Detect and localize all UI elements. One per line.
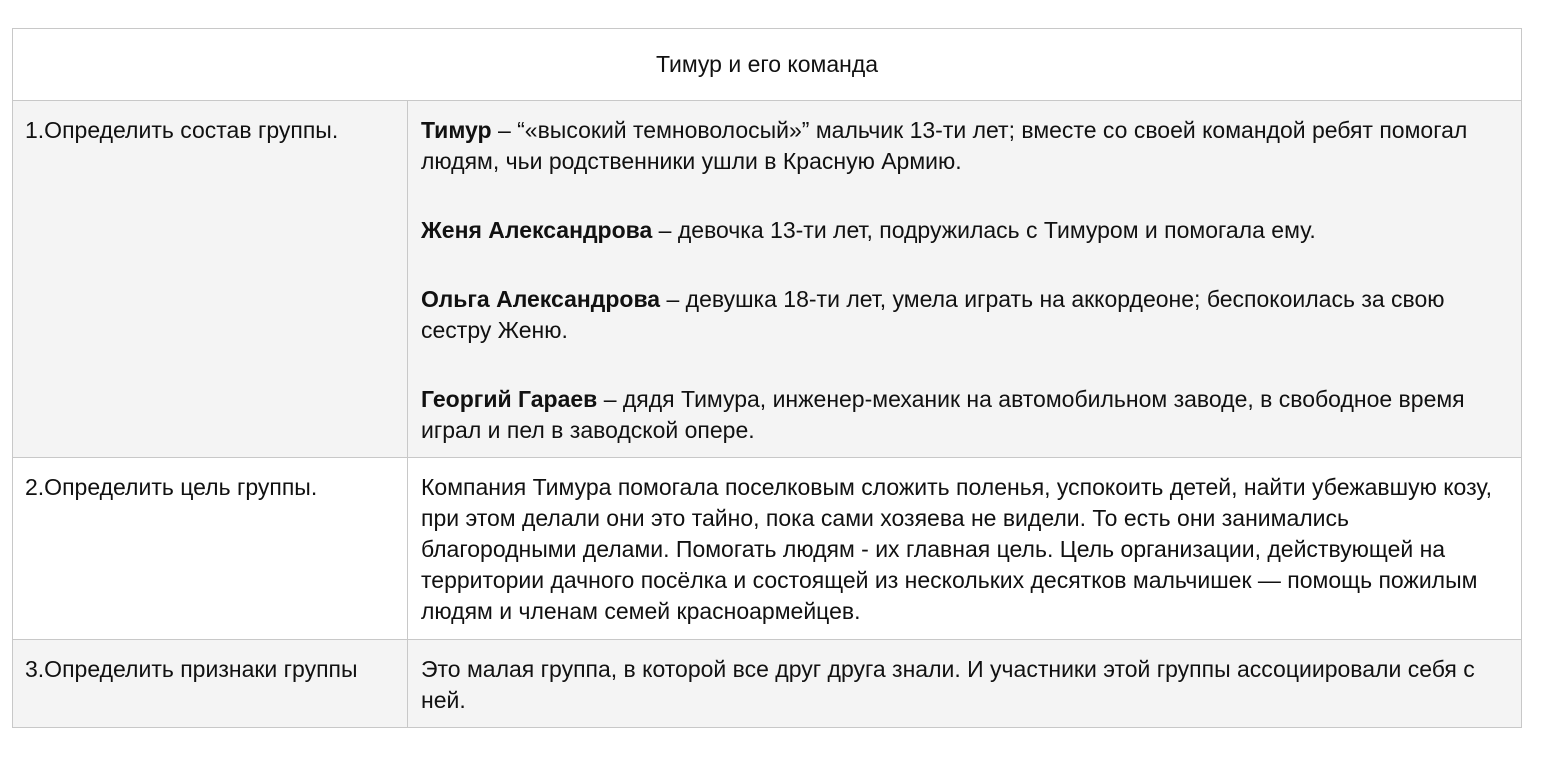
- table-row: [13, 640, 1522, 728]
- character-name: Тимур: [421, 117, 492, 143]
- character-description: – “«высокий темноволосый»” мальчик 13-ти лет; вместе со своей командой ребят помогал людям, чьи родственники ушли в Красную Армию.: [421, 117, 1468, 174]
- table-title: Тимур и его команда: [13, 29, 1522, 101]
- character-entry: [421, 215, 1503, 246]
- table-title-row: [13, 29, 1522, 101]
- row-content: Это малая группа, в которой все друг друга знали. И участники этой группы ассоциировали себя с ней.: [408, 640, 1522, 728]
- character-name: Георгий Гараев: [421, 386, 598, 412]
- character-list: [408, 101, 1522, 458]
- table-row: [13, 101, 1522, 458]
- row-content: Компания Тимура помогала поселковым сложить поленья, успокоить детей, найти убежавшую козу, при этом делали они это тайно, пока сами хозяева не видели. То есть они занимались благородными делами. Помогать людям - их главная цель. Цель организации, действующей на территории дачного посёлка и состоящей из нескольких десятков мальчишек — помощь пожилым людям и членам семей красноармейцев.: [408, 458, 1522, 640]
- row-label: 3.Определить признаки группы: [13, 640, 408, 728]
- character-description: – девушка 18-ти лет, умела играть на аккордеоне; беспокоилась за свою сестру Женю.: [421, 286, 1445, 343]
- character-name: Женя Александрова: [421, 217, 653, 243]
- character-entry: [421, 115, 1503, 177]
- character-entry: [421, 284, 1503, 346]
- row-label: 1.Определить состав группы.: [13, 101, 408, 458]
- character-entry: [421, 384, 1503, 446]
- character-name: Ольга Александрова: [421, 286, 661, 312]
- row-label: 2.Определить цель группы.: [13, 458, 408, 640]
- table-row: [13, 458, 1522, 640]
- character-table: [12, 28, 1522, 728]
- character-description: – девочка 13-ти лет, подружилась с Тимуром и помогала ему.: [652, 217, 1316, 243]
- character-description: – дядя Тимура, инженер-механик на автомобильном заводе, в свободное время играл и пел в заводской опере.: [421, 386, 1465, 443]
